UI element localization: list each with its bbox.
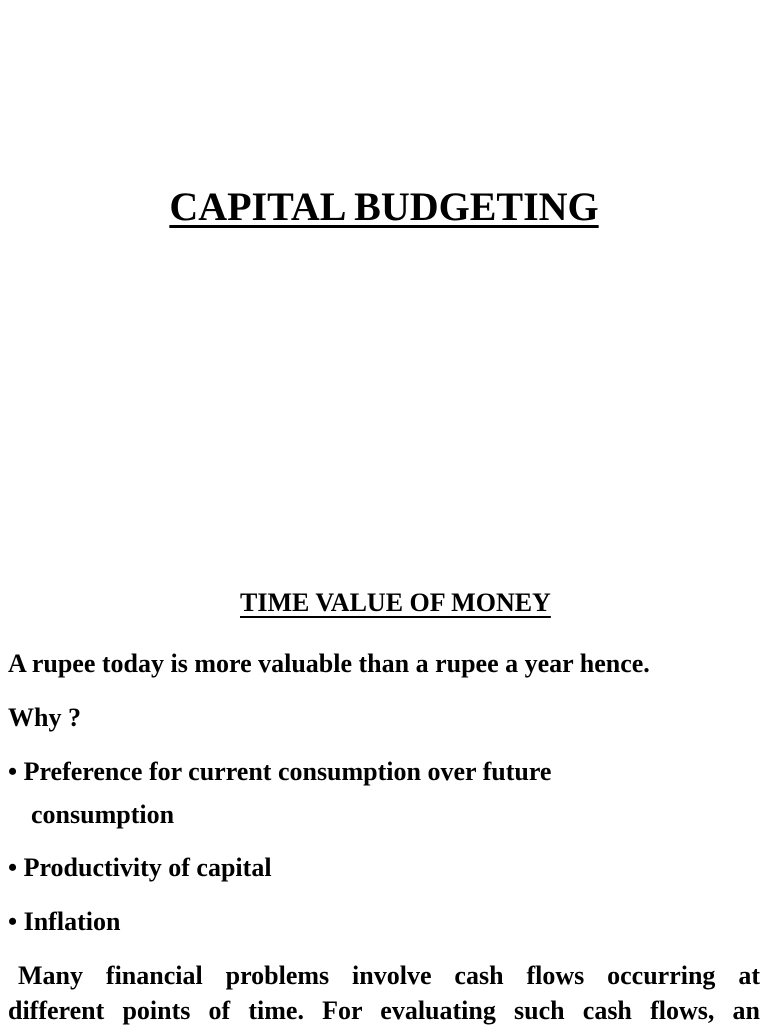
bullet-item: • Inflation — [8, 907, 121, 936]
bullet-item: • Preference for current consumption over future — [8, 757, 552, 786]
question-text: Why ? — [8, 703, 81, 732]
paragraph-line: different points of time. For evaluating such cash flows, an — [8, 996, 760, 1025]
bullet-item-continuation: consumption — [31, 800, 175, 829]
paragraph-line: Many financial problems involve cash flows occurring at — [18, 961, 760, 990]
intro-text: A rupee today is more valuable than a rupee a year hence. — [8, 649, 650, 678]
section-title: TIME VALUE OF MONEY — [240, 588, 551, 617]
bullet-item: • Productivity of capital — [8, 853, 272, 882]
page-title: CAPITAL BUDGETING — [169, 184, 599, 229]
